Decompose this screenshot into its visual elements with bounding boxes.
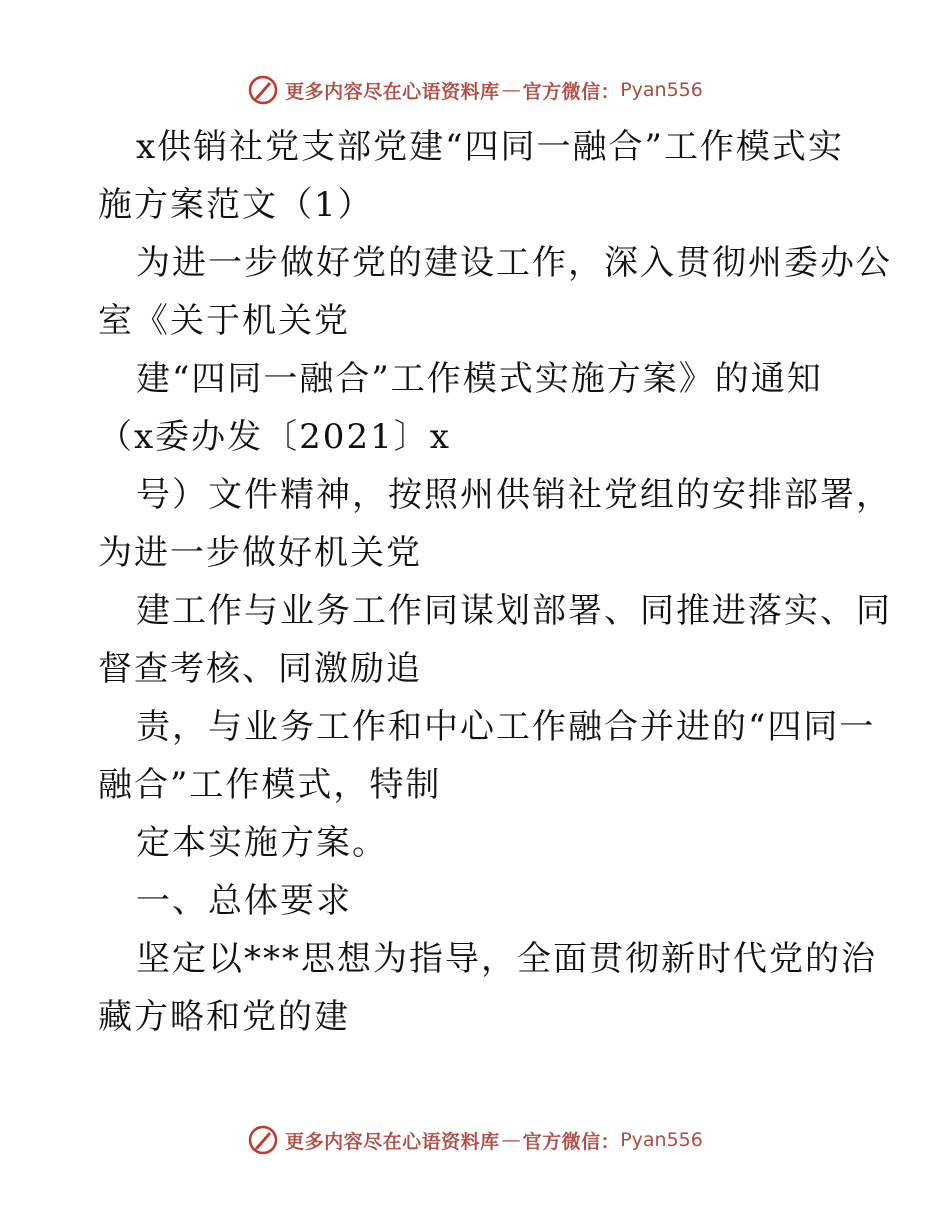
- banner-wechat-id: Pyan556: [620, 79, 703, 101]
- section-heading: 一、总体要求: [136, 881, 352, 921]
- feather-pen-logo-icon: [247, 1124, 279, 1156]
- body-line: 融合”工作模式，特制: [98, 765, 442, 805]
- body-line: 坚定以***思想为指导，全面贯彻新时代党的治: [136, 939, 877, 979]
- feather-pen-logo-icon: [247, 74, 279, 106]
- body-line: 号）文件精神，按照州供销社党组的安排部署，: [136, 475, 892, 515]
- body-line: （x委办发〔2021〕x: [98, 417, 451, 457]
- body-line: 藏方略和党的建: [98, 997, 350, 1037]
- body-line: 责，与业务工作和中心工作融合并进的“四同一: [136, 707, 876, 747]
- banner-wechat-label: 官方微信：: [522, 80, 621, 103]
- body-line: 建“四同一融合”工作模式实施方案》的通知: [136, 359, 823, 399]
- body-line: 建工作与业务工作同谋划部署、同推进落实、同: [136, 591, 892, 631]
- banner-wechat-label: 官方微信：: [522, 1130, 621, 1153]
- body-line: 督查考核、同激励追: [98, 649, 422, 689]
- banner-separator: —: [501, 1129, 521, 1151]
- body-line: 为进一步做好党的建设工作，深入贯彻州委办公: [136, 243, 892, 283]
- header-watermark-banner: [0, 70, 950, 110]
- footer-watermark-banner: [0, 1120, 950, 1160]
- document-body: [98, 118, 892, 1046]
- banner-wechat-id: Pyan556: [620, 1129, 703, 1151]
- title-line-2: 施方案范文（1）: [98, 185, 374, 225]
- banner-main-text: 更多内容尽在心语资料库: [285, 1130, 500, 1153]
- title-line-1: x供销社党支部党建“四同一融合”工作模式实: [136, 127, 844, 167]
- banner-main-text: 更多内容尽在心语资料库: [285, 80, 500, 103]
- body-line: 室《关于机关党: [98, 301, 350, 341]
- body-line: 定本实施方案。: [136, 823, 388, 863]
- banner-separator: —: [501, 79, 521, 101]
- body-line: 为进一步做好机关党: [98, 533, 422, 573]
